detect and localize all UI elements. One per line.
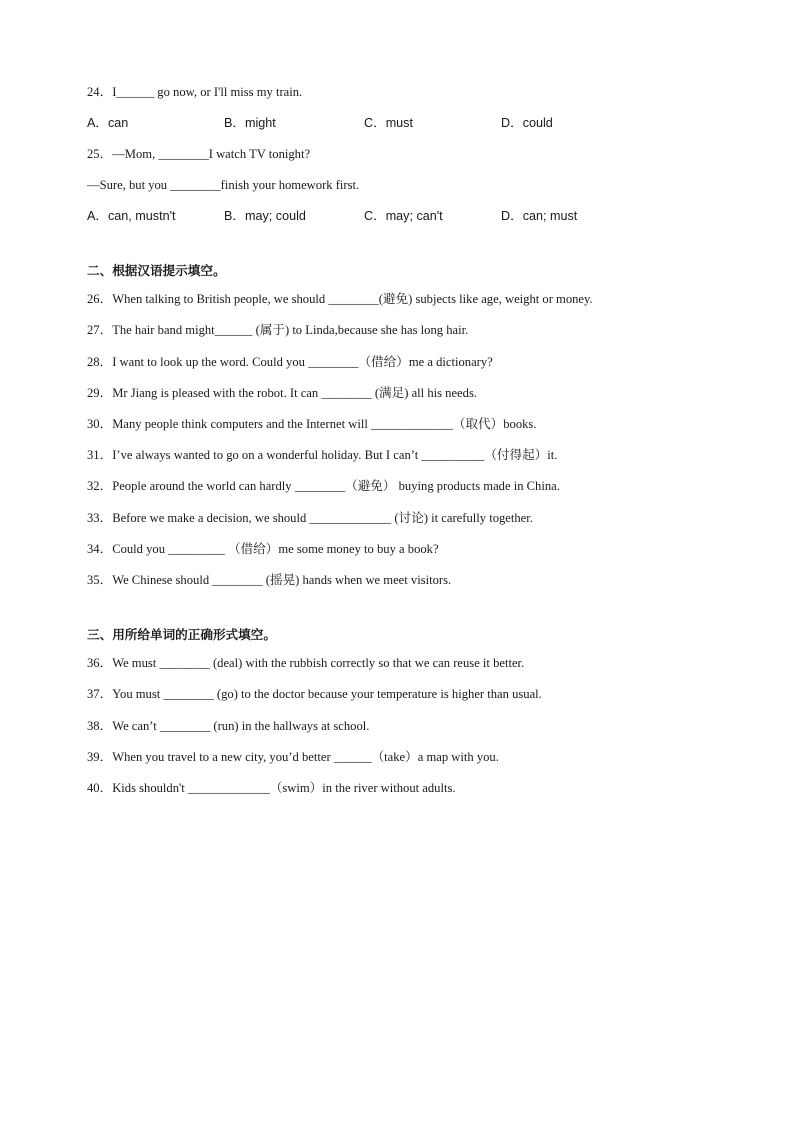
question-30: 30．Many people think computers and the Internet will _____________（取代）books. [87, 417, 537, 431]
question-34: 34．Could you _________ （借给）me some money to buy a book? [87, 542, 439, 556]
question-29: 29．Mr Jiang is pleased with the robot. It can ________ (满足) all his needs. [87, 386, 477, 400]
q24-option-b: B．might [224, 116, 276, 130]
section-2-title: 二、根据汉语提示填空。 [87, 263, 226, 278]
question-25-line2: —Sure, but you ________finish your homework first. [87, 178, 360, 192]
section-3-title: 三、用所给单词的正确形式填空。 [87, 627, 276, 642]
question-28: 28．I want to look up the word. Could you ________（借给）me a dictionary? [87, 355, 493, 369]
question-36: 36．We must ________ (deal) with the rubbish correctly so that we can reuse it better. [87, 656, 525, 670]
q24-option-a: A．can [87, 116, 129, 130]
question-38: 38．We can’t ________ (run) in the hallways at school. [87, 719, 370, 733]
question-31: 31．I’ve always wanted to go on a wonderful holiday. But I can’t __________（付得起）it. [87, 448, 558, 462]
question-24-stem: 24．I______ go now, or I'll miss my train. [87, 85, 303, 99]
q25-option-a: A．can, mustn't [87, 209, 176, 223]
q24-option-d: D．could [501, 116, 553, 130]
question-32: 32．People around the world can hardly ________（避免） buying products made in China. [87, 479, 560, 493]
q24-option-c: C．must [364, 116, 413, 130]
q25-option-c: C．may; can't [364, 209, 443, 223]
question-37: 37．You must ________ (go) to the doctor because your temperature is higher than usual. [87, 687, 542, 701]
question-27: 27．The hair band might______ (属于) to Linda,because she has long hair. [87, 323, 469, 337]
question-39: 39．When you travel to a new city, you’d better ______（take）a map with you. [87, 750, 499, 764]
question-35: 35．We Chinese should ________ (摇晃) hands when we meet visitors. [87, 573, 452, 587]
q25-option-b: B．may; could [224, 209, 306, 223]
question-40: 40．Kids shouldn't _____________（swim）in the river without adults. [87, 781, 456, 795]
q25-option-d: D．can; must [501, 209, 578, 223]
question-33: 33．Before we make a decision, we should _____________ (讨论) it carefully together. [87, 511, 533, 525]
question-26: 26．When talking to British people, we should ________(避免) subjects like age, weight or money. [87, 292, 593, 306]
question-25-stem: 25．—Mom, ________I watch TV tonight? [87, 147, 311, 161]
